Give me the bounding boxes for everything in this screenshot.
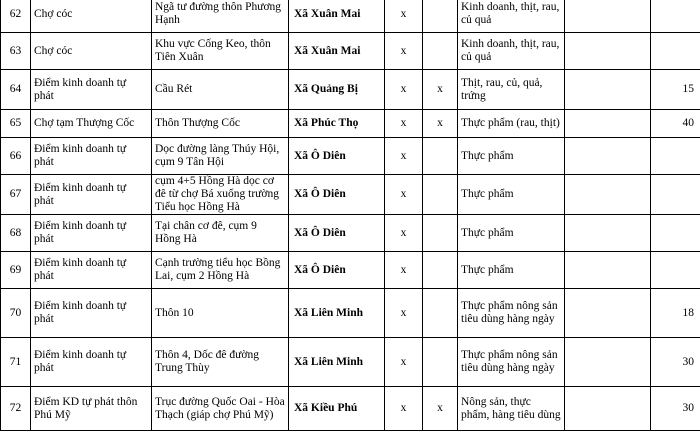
row-number-cell: 68 [1, 215, 31, 252]
mark-col-3-cell [565, 110, 651, 138]
mark-col-2-cell [423, 138, 458, 175]
location-cell: Trục đường Quốc Oai - Hòa Thạch (giáp chợ Phú Mỹ) [152, 387, 289, 431]
mark-col-3-cell [565, 175, 651, 215]
mark-col-2-cell [423, 175, 458, 215]
mark-col-2-cell [423, 215, 458, 252]
table-row [1, 70, 700, 110]
market-type-cell: Điểm kinh doanh tự phát [31, 252, 152, 289]
market-type-cell: Điểm kinh doanh tự phát [31, 138, 152, 175]
mark-col-1-cell: x [385, 338, 423, 387]
goods-cell: Thực phẩm [458, 215, 565, 252]
location-cell: Cạnh trường tiểu học Bồng Lai, cụm 2 Hồng Hà [152, 252, 289, 289]
row-number-cell: 70 [1, 289, 31, 338]
table-row [1, 387, 700, 431]
mark-col-3-cell [565, 0, 651, 33]
goods-cell: Kinh doanh, thịt, rau, củ quả [458, 33, 565, 70]
commune-cell: Xã Liên Minh [289, 338, 385, 387]
mark-col-3-cell [565, 338, 651, 387]
quantity-cell [651, 252, 700, 289]
mark-col-3-cell [565, 387, 651, 431]
mark-col-3-cell [565, 289, 651, 338]
quantity-cell: 18 [651, 289, 700, 338]
row-number-cell: 72 [1, 387, 31, 431]
row-number-cell: 66 [1, 138, 31, 175]
market-type-cell: Chợ tạm Thượng Cốc [31, 110, 152, 138]
row-number-cell: 64 [1, 70, 31, 110]
mark-col-2-cell [423, 289, 458, 338]
mark-col-1-cell: x [385, 70, 423, 110]
table-row [1, 175, 700, 215]
goods-cell: Nông sản, thực phẩm, hàng tiêu dùng [458, 387, 565, 431]
market-type-cell: Điểm kinh doanh tự phát [31, 338, 152, 387]
goods-cell: Thực phẩm nông sản tiêu dùng hàng ngày [458, 338, 565, 387]
row-number-cell: 62 [1, 0, 31, 33]
table-row [1, 110, 700, 138]
commune-cell: Xã Xuân Mai [289, 0, 385, 33]
location-cell: Thôn 4, Dốc đê đường Trung Thùy [152, 338, 289, 387]
location-cell: Tại chân cơ đê, cụm 9 Hồng Hà [152, 215, 289, 252]
mark-col-1-cell: x [385, 215, 423, 252]
quantity-cell: 30 [651, 338, 700, 387]
mark-col-2-cell [423, 252, 458, 289]
mark-col-1-cell: x [385, 252, 423, 289]
goods-cell: Thực phẩm [458, 252, 565, 289]
mark-col-2-cell: x [423, 70, 458, 110]
commune-cell: Xã Kiều Phú [289, 387, 385, 431]
quantity-cell [651, 138, 700, 175]
goods-cell: Thực phẩm [458, 138, 565, 175]
mark-col-2-cell [423, 0, 458, 33]
table-row [1, 138, 700, 175]
quantity-cell: 15 [651, 70, 700, 110]
table-row [1, 33, 700, 70]
goods-cell: Thịt, rau, củ, quả, trứng [458, 70, 565, 110]
row-number-cell: 63 [1, 33, 31, 70]
mark-col-1-cell: x [385, 110, 423, 138]
mark-col-2-cell: x [423, 387, 458, 431]
market-type-cell: Điểm KD tự phát thôn Phú Mỹ [31, 387, 152, 431]
mark-col-2-cell: x [423, 110, 458, 138]
commune-cell: Xã Ô Diên [289, 252, 385, 289]
quantity-cell: 40 [651, 110, 700, 138]
row-number-cell: 65 [1, 110, 31, 138]
mark-col-1-cell: x [385, 33, 423, 70]
commune-cell: Xã Ô Diên [289, 138, 385, 175]
location-cell: Dọc đường làng Thúy Hội, cụm 9 Tân Hội [152, 138, 289, 175]
mark-col-1-cell: x [385, 175, 423, 215]
table-row [1, 338, 700, 387]
location-cell: Ngã tư đường thôn Phương Hạnh [152, 0, 289, 33]
market-type-cell: Chợ cóc [31, 0, 152, 33]
mark-col-3-cell [565, 33, 651, 70]
location-cell: Thôn 10 [152, 289, 289, 338]
market-type-cell: Điểm kinh doanh tự phát [31, 175, 152, 215]
market-type-cell: Điểm kinh doanh tự phát [31, 289, 152, 338]
mark-col-3-cell [565, 252, 651, 289]
commune-cell: Xã Liên Minh [289, 289, 385, 338]
goods-cell: Thực phẩm [458, 175, 565, 215]
table-row [1, 289, 700, 338]
quantity-cell: 30 [651, 387, 700, 431]
quantity-cell [651, 215, 700, 252]
commune-cell: Xã Phúc Thọ [289, 110, 385, 138]
mark-col-3-cell [565, 70, 651, 110]
commune-cell: Xã Ô Diên [289, 175, 385, 215]
quantity-cell [651, 33, 700, 70]
mark-col-1-cell: x [385, 387, 423, 431]
mark-col-1-cell: x [385, 138, 423, 175]
goods-cell: Thực phẩm (rau, thịt) [458, 110, 565, 138]
location-cell: Cầu Rét [152, 70, 289, 110]
table-body [1, 0, 700, 431]
goods-cell: Kinh doanh, thịt, rau, củ quả [458, 0, 565, 33]
row-number-cell: 71 [1, 338, 31, 387]
mark-col-2-cell [423, 338, 458, 387]
table-row [1, 215, 700, 252]
commune-cell: Xã Xuân Mai [289, 33, 385, 70]
location-cell: cụm 4+5 Hồng Hà dọc cơ đê từ chợ Bá xuống trường Tiểu học Hồng Hà [152, 175, 289, 215]
quantity-cell [651, 0, 700, 33]
mark-col-1-cell: x [385, 0, 423, 33]
market-type-cell: Điểm kinh doanh tự phát [31, 70, 152, 110]
market-type-cell: Chợ cóc [31, 33, 152, 70]
mark-col-3-cell [565, 215, 651, 252]
commune-cell: Xã Quảng Bị [289, 70, 385, 110]
table-row [1, 0, 700, 33]
row-number-cell: 67 [1, 175, 31, 215]
row-number-cell: 69 [1, 252, 31, 289]
mark-col-3-cell [565, 138, 651, 175]
location-cell: Khu vực Cống Keo, thôn Tiên Xuân [152, 33, 289, 70]
market-type-cell: Điểm kinh doanh tự phát [31, 215, 152, 252]
mark-col-1-cell: x [385, 289, 423, 338]
table-row [1, 252, 700, 289]
mark-col-2-cell [423, 33, 458, 70]
commune-cell: Xã Ô Diên [289, 215, 385, 252]
location-cell: Thôn Thượng Cốc [152, 110, 289, 138]
quantity-cell [651, 175, 700, 215]
goods-cell: Thực phẩm nông sản tiêu dùng hàng ngày [458, 289, 565, 338]
